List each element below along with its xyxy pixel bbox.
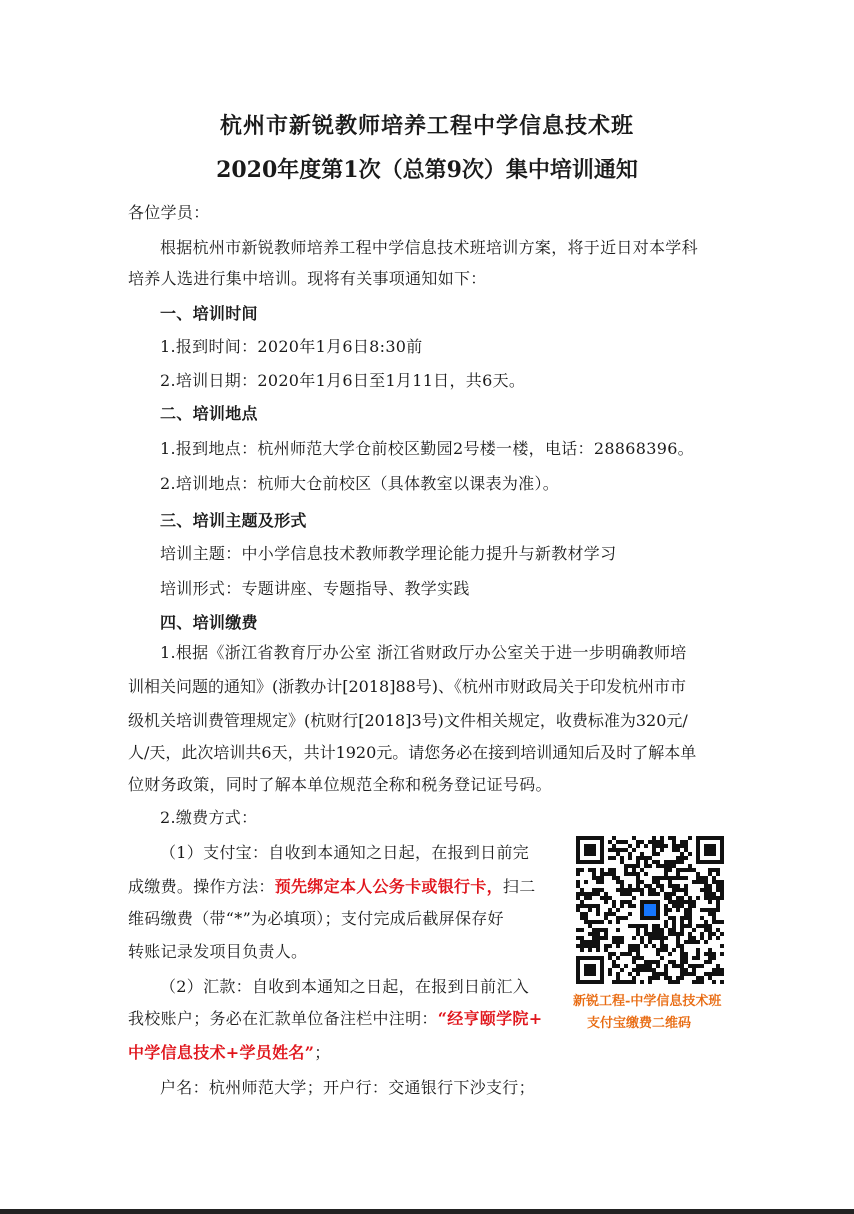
document-title: 杭州市新锐教师培养工程中学信息技术班 <box>219 113 634 139</box>
payment-methods-label: 2.缴费方式： <box>160 808 258 827</box>
section-2-item-2: 2.培训地点：杭师大仓前校区（具体教室以课表为准）。 <box>160 474 560 493</box>
qr-caption-line-2: 支付宝缴费二维码 <box>587 1016 692 1031</box>
remit-line-2-prefix: 我校账户；务必在汇款单位备注栏中注明： <box>128 1009 438 1028</box>
alipay-qr-code-icon[interactable] <box>576 836 724 984</box>
account-info-line: 户名：杭州师范大学；开户行：交通银行下沙支行； <box>160 1078 535 1097</box>
qr-caption-line-1: 新锐工程-中学信息技术班 <box>573 994 722 1009</box>
section-2-heading: 二、培训地点 <box>160 404 258 423</box>
intro-line-2: 培养人选进行集中培训。现将有关事项通知如下： <box>128 269 487 288</box>
section-4-para-1-line-3: 级机关培训费管理规定》(杭财行[2018]3号)文件相关规定，收费标准为320元/ <box>128 711 688 730</box>
section-1-heading: 一、培训时间 <box>160 304 258 323</box>
remit-line-2 <box>128 1006 542 1029</box>
section-4-para-1-line-4: 人/天，此次培训共6天，共计1920元。请您务必在接到培训通知后及时了解本单 <box>128 743 697 762</box>
remit-line-3 <box>128 1040 331 1063</box>
alipay-line-2-prefix: 成缴费。操作方法： <box>128 877 275 896</box>
section-1-item-1: 1.报到时间：2020年1月6日8:30前 <box>160 337 423 356</box>
remit-line-1: （2）汇款：自收到本通知之日起，在报到日前汇入 <box>160 977 530 996</box>
section-3-heading: 三、培训主题及形式 <box>160 511 307 530</box>
section-1-item-2: 2.培训日期：2020年1月6日至1月11日，共6天。 <box>160 371 526 390</box>
document-subtitle: 2020年度第1次（总第9次）集中培训通知 <box>216 157 638 183</box>
alipay-card-note: 预先绑定本人公务卡或银行卡， <box>274 877 503 896</box>
alipay-line-2 <box>128 874 536 897</box>
alipay-line-1: （1）支付宝：自收到本通知之日起，在报到日前完 <box>160 843 530 862</box>
remit-remark-1: “经亨颐学院+ <box>437 1009 543 1028</box>
alipay-line-4: 转账记录发项目负责人。 <box>128 942 308 961</box>
alipay-line-2-suffix: 扫二 <box>502 877 536 896</box>
remit-line-3-suffix: ； <box>314 1043 331 1062</box>
section-3-theme: 培训主题：中小学信息技术教师教学理论能力提升与新教材学习 <box>160 544 617 563</box>
alipay-line-3: 维码缴费（带“*”为必填项）；支付完成后截屏保存好 <box>128 909 504 928</box>
section-4-para-1-line-5: 位财务政策，同时了解本单位规范全称和税务登记证号码。 <box>128 775 552 794</box>
section-4-para-1-line-1: 1.根据《浙江省教育厅办公室 浙江省财政厅办公室关于进一步明确教师培 <box>160 643 687 662</box>
salutation: 各位学员： <box>128 203 210 222</box>
section-4-heading: 四、培训缴费 <box>160 613 258 632</box>
section-3-form: 培训形式：专题讲座、专题指导、教学实践 <box>160 579 470 598</box>
section-4-para-1-line-2: 训相关问题的通知》(浙教办计[2018]88号)、《杭州市财政局关于印发杭州市市 <box>128 677 687 696</box>
remit-remark-2: 中学信息技术+学员姓名” <box>128 1043 315 1062</box>
section-2-item-1: 1.报到地点：杭州师范大学仓前校区勤园2号楼一楼，电话：28868396。 <box>160 439 694 458</box>
intro-line-1: 根据杭州市新锐教师培养工程中学信息技术班培训方案，将于近日对本学科 <box>160 238 698 257</box>
page-bottom-border <box>0 1209 854 1214</box>
